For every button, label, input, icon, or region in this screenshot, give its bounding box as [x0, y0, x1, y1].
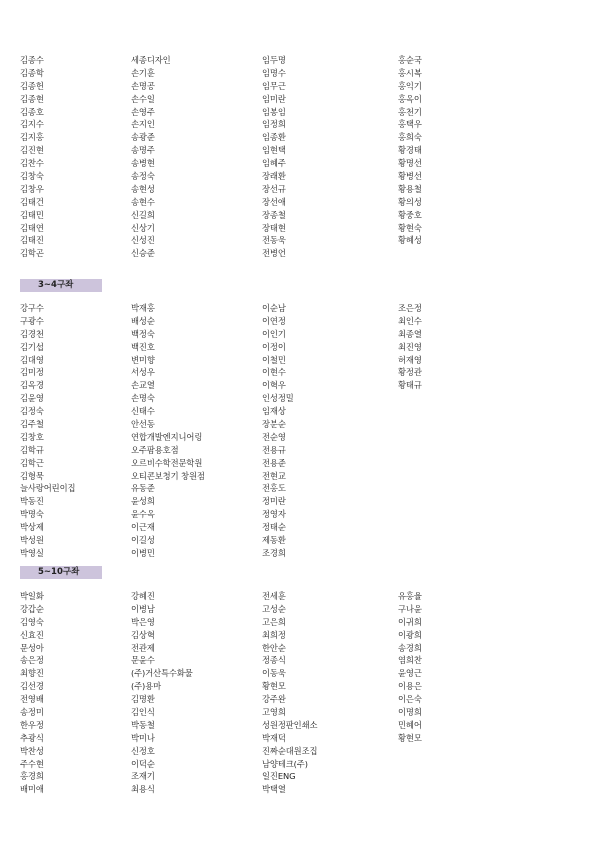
donor-name: 유동준	[131, 483, 155, 494]
donor-name: 김종호	[20, 106, 44, 117]
donor-name: 신길희	[131, 209, 155, 220]
section-header-3-4: 3~4구좌	[20, 279, 102, 292]
donor-name: 박재홍	[131, 303, 155, 313]
donor-name: 정태순	[262, 522, 286, 533]
donor-name: 김종학	[20, 67, 44, 78]
donor-name: 일진ENG	[262, 771, 296, 782]
donor-name: 김상혁	[131, 629, 155, 640]
donor-name: 황현모	[398, 732, 422, 743]
donor-name: 이근재	[131, 522, 155, 533]
donor-name: 전관제	[131, 642, 155, 653]
donor-name: 장분순	[262, 419, 286, 430]
donor-name: 김윤영	[20, 393, 44, 404]
donor-name: 황태규	[398, 380, 422, 391]
donor-name: 제동환	[262, 535, 286, 546]
donor-name: 최진영	[398, 341, 422, 352]
donor-name: 정종식	[262, 655, 286, 666]
donor-column-3	[262, 54, 286, 260]
donor-name: 김명환	[131, 694, 155, 705]
donor-name: 홍옥이	[398, 93, 422, 104]
donor-name: 조재기	[131, 771, 155, 782]
donor-name: 황명선	[398, 158, 422, 169]
donor-name: 이길성	[131, 535, 155, 546]
donor-name: 손명공	[131, 80, 155, 91]
donor-name: 황의성	[398, 196, 422, 207]
donor-name: (주)용마	[131, 681, 162, 692]
donor-name: 민혜어	[398, 719, 422, 730]
donor-name: 최종열	[398, 328, 422, 339]
donor-name: (주)거산특수화물	[131, 668, 193, 679]
donor-name: 조경희	[262, 547, 286, 558]
donor-name: 김영숙	[20, 616, 44, 627]
donor-name: 손수일	[131, 93, 155, 104]
donor-name: 황혜성	[398, 235, 422, 246]
donor-name: 임정희	[262, 119, 286, 130]
donor-name: 이명희	[398, 707, 422, 718]
donor-name: 홍희숙	[398, 132, 422, 143]
donor-name: 전영배	[20, 694, 44, 705]
donor-column-3	[262, 302, 294, 560]
donor-name: 홍익기	[398, 80, 422, 91]
donor-name: 황현숙	[398, 222, 422, 233]
donor-name: 황경태	[398, 145, 422, 156]
donor-name: 이병남	[131, 603, 155, 614]
donor-name: 김진현	[20, 145, 44, 156]
donor-name: 장종철	[262, 209, 286, 220]
donor-name: 송경희	[398, 642, 422, 653]
donor-name: 박동진	[20, 496, 44, 507]
donor-name: 송현수	[131, 196, 155, 207]
donor-name: 문윤수	[131, 655, 155, 666]
donor-name: 이광희	[398, 629, 422, 640]
donor-name: 박찬성	[20, 745, 44, 756]
donor-name: 김미정	[20, 367, 44, 378]
donor-name: 백정숙	[131, 328, 155, 339]
donor-name: 배미애	[20, 784, 44, 795]
donor-name: 이귀희	[398, 616, 422, 627]
donor-name: 김학규	[20, 444, 44, 455]
donor-name: 오티콘보청기 창원점	[131, 470, 205, 481]
donor-name: 황정관	[398, 367, 422, 378]
donor-column-1	[20, 54, 44, 260]
donor-name: 김선경	[20, 681, 44, 692]
donor-name: 김태민	[20, 209, 44, 220]
donor-name: 전용준	[262, 457, 286, 468]
donor-name: 윤성희	[131, 496, 155, 507]
donor-name: 장래환	[262, 171, 286, 182]
donor-name: 임명수	[262, 67, 286, 78]
donor-name: 송정미	[20, 707, 44, 718]
donor-name: 송광준	[131, 132, 155, 143]
donor-name: 진짜순대원조집	[262, 745, 318, 756]
donor-name: 김창우	[20, 183, 44, 194]
donor-name: 정미란	[262, 496, 286, 507]
donor-name: 송병현	[131, 158, 155, 169]
donor-name: 장선규	[262, 183, 286, 194]
donor-name: 윤수옥	[131, 509, 155, 520]
donor-name: 박택열	[262, 784, 286, 795]
donor-column-3	[262, 590, 317, 796]
donor-name: 황용철	[398, 183, 422, 194]
donor-name: 윤영근	[398, 668, 422, 679]
donor-name: 전세훈	[262, 591, 286, 601]
donor-name: 손기훈	[131, 67, 155, 78]
donor-name: 박재덕	[262, 732, 286, 743]
donor-name: 김경천	[20, 328, 44, 339]
donor-name: 이혁우	[262, 380, 286, 391]
donor-name: 황중호	[398, 209, 422, 220]
donor-name: 김정숙	[20, 406, 44, 417]
section-header-5-10: 5~10구좌	[20, 566, 102, 579]
donor-name: 강구수	[20, 303, 44, 313]
donor-name: 임재상	[262, 406, 286, 417]
donor-name: 이용은	[398, 681, 422, 692]
donor-name: 황병선	[398, 171, 422, 182]
donor-name: 오주팜용호점	[131, 444, 179, 455]
donor-name: 이현수	[262, 367, 286, 378]
donor-name: 염희찬	[398, 655, 422, 666]
donor-name: 전홍도	[262, 483, 286, 494]
donor-name: 임봉임	[262, 106, 286, 117]
donor-name: 송현성	[131, 183, 155, 194]
donor-name: 조은정	[398, 303, 422, 313]
donor-name: 홍순국	[398, 55, 422, 65]
donor-name: 강주완	[262, 694, 286, 705]
donor-name: 허재영	[398, 354, 422, 365]
donor-name: 김지홍	[20, 132, 44, 143]
donor-name: 임두명	[262, 55, 286, 65]
donor-name: 장선애	[262, 196, 286, 207]
donor-name: 백진호	[131, 341, 155, 352]
donor-name: 박동철	[131, 719, 155, 730]
donor-name: 손영주	[131, 106, 155, 117]
donor-name: 박은영	[131, 616, 155, 627]
donor-name: 박미나	[131, 732, 155, 743]
donor-name: 홍경희	[20, 771, 44, 782]
donor-name: 김창숙	[20, 171, 44, 182]
donor-name: 이정이	[262, 341, 286, 352]
donor-name: 김인식	[131, 707, 155, 718]
donor-name: 김창호	[20, 431, 44, 442]
donor-name: 추광식	[20, 732, 44, 743]
donor-name: 김종수	[20, 55, 44, 65]
donor-name: 송은정	[20, 655, 44, 666]
donor-column-4	[398, 590, 422, 745]
donor-name: 인성정밀	[262, 393, 294, 404]
donor-name: 신성진	[131, 235, 155, 246]
donor-name: 최향진	[20, 668, 44, 679]
donor-name: 이병민	[131, 547, 155, 558]
donor-name: 구광수	[20, 315, 44, 326]
donor-column-2	[131, 590, 193, 796]
donor-name: 임혜주	[262, 158, 286, 169]
donor-name: 고영희	[262, 707, 286, 718]
donor-name: 이덕순	[131, 758, 155, 769]
donor-name: 세종디자인	[131, 55, 171, 65]
donor-name: 홍시복	[398, 67, 422, 78]
donor-name: 변미향	[131, 354, 155, 365]
donor-name: 김형묵	[20, 470, 44, 481]
donor-name: 늘사랑어린이집	[20, 483, 76, 494]
donor-name: 송정숙	[131, 171, 155, 182]
donor-name: 홍택우	[398, 119, 422, 130]
donor-name: 신태수	[131, 406, 155, 417]
donor-name: 박영실	[20, 547, 44, 558]
donor-name: 문성아	[20, 642, 44, 653]
donor-name: 박명숙	[20, 509, 44, 520]
donor-name: 성원정판인쇄소	[262, 719, 318, 730]
donor-name: 김찬수	[20, 158, 44, 169]
donor-name: 송명주	[131, 145, 155, 156]
donor-name: 배성순	[131, 315, 155, 326]
donor-name: 구나윤	[398, 603, 422, 614]
donor-name: 이연정	[262, 315, 286, 326]
donor-column-1	[20, 302, 75, 560]
donor-name: 김지수	[20, 119, 44, 130]
donor-name: 한우정	[20, 719, 44, 730]
donor-name: 박일화	[20, 591, 44, 601]
donor-name: 김학근	[20, 457, 44, 468]
donor-name: 남양테크(주)	[262, 758, 308, 769]
donor-name: 손지인	[131, 119, 155, 130]
donor-name: 김기섭	[20, 341, 44, 352]
donor-name: 손교열	[131, 380, 155, 391]
donor-name: 황현모	[262, 681, 286, 692]
donor-name: 이인기	[262, 328, 286, 339]
donor-name: 김종헌	[20, 80, 44, 91]
donor-name: 신정호	[131, 745, 155, 756]
donor-name: 임종환	[262, 132, 286, 143]
donor-name: 안선동	[131, 419, 155, 430]
donor-name: 이은숙	[398, 694, 422, 705]
donor-name: 김주철	[20, 419, 44, 430]
donor-name: 전현교	[262, 470, 286, 481]
donor-name: 최희정	[262, 629, 286, 640]
donor-name: 박상제	[20, 522, 44, 533]
donor-name: 최인수	[398, 315, 422, 326]
donor-name: 임무근	[262, 80, 286, 91]
donor-name: 서성우	[131, 367, 155, 378]
donor-name: 김옥경	[20, 380, 44, 391]
donor-name: 신승준	[131, 248, 155, 259]
donor-name: 전순영	[262, 431, 286, 442]
donor-name: 전용규	[262, 444, 286, 455]
donor-name: 신효진	[20, 629, 44, 640]
donor-name: 이철민	[262, 354, 286, 365]
donor-name: 김태연	[20, 222, 44, 233]
donor-name: 신상기	[131, 222, 155, 233]
donor-name: 김태건	[20, 196, 44, 207]
donor-name: 연합개발엔지니어링	[131, 431, 203, 442]
donor-name: 김종현	[20, 93, 44, 104]
donor-name: 오르비수학전문학원	[131, 457, 203, 468]
donor-name: 정영자	[262, 509, 286, 520]
donor-column-1	[20, 590, 44, 796]
donor-name: 최용식	[131, 784, 155, 795]
donor-column-4	[398, 302, 422, 392]
donor-name: 이순남	[262, 303, 286, 313]
donor-name: 김학곤	[20, 248, 44, 259]
donor-name: 주수현	[20, 758, 44, 769]
donor-name: 전동욱	[262, 235, 286, 246]
donor-column-4	[398, 54, 422, 247]
donor-name: 임현택	[262, 145, 286, 156]
donor-column-2	[131, 54, 171, 260]
donor-name: 김태진	[20, 235, 44, 246]
donor-name: 장태현	[262, 222, 286, 233]
donor-name: 이동욱	[262, 668, 286, 679]
donor-name: 김대영	[20, 354, 44, 365]
donor-name: 임미란	[262, 93, 286, 104]
donor-name: 고성순	[262, 603, 286, 614]
donor-name: 한안순	[262, 642, 286, 653]
donor-column-2	[131, 302, 205, 560]
donor-name: 고은희	[262, 616, 286, 627]
donor-name: 홍천기	[398, 106, 422, 117]
donor-name: 강갑순	[20, 603, 44, 614]
donor-name: 유홍율	[398, 591, 422, 601]
donor-name: 전병언	[262, 248, 286, 259]
donor-name: 강혜진	[131, 591, 155, 601]
donor-name: 손명숙	[131, 393, 155, 404]
donor-name: 박성원	[20, 535, 44, 546]
